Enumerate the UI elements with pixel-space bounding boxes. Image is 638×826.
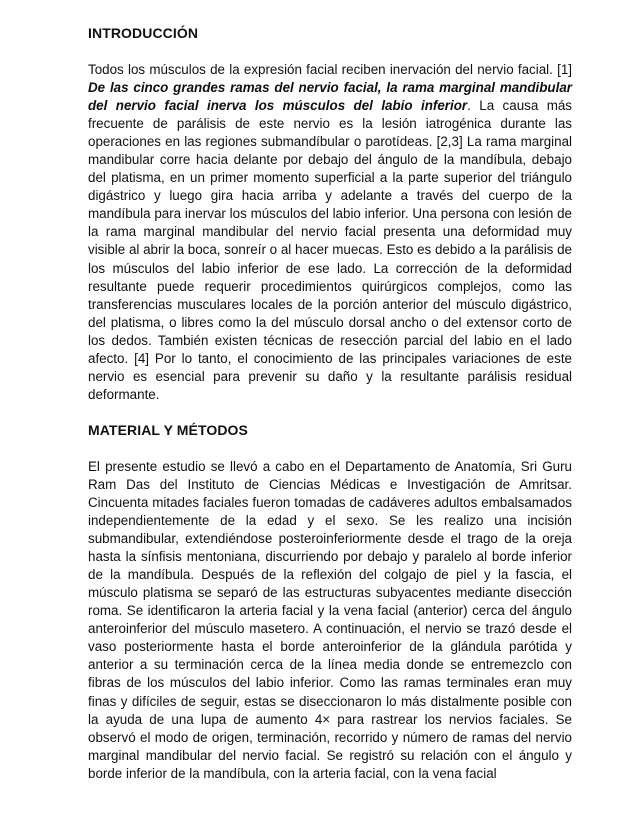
intro-paragraph — [88, 61, 572, 404]
methods-paragraph: El presente estudio se llevó a cabo en el Departamento de Anatomía, Sri Guru Ram Das del Instituto de Ciencias Médicas e Investigación de Amritsar. Cincuenta mitades faciales fueron tomadas de cadáveres adultos embalsamados independientemente de la edad y el sexo. Se les realizo una incisión submandibular, extendiéndose posteroinferiormente desde el trago de la oreja hasta la sínfisis mentoniana, discurriendo por debajo y paralelo al borde inferior de la mandíbula. Después de la reflexión del colgajo de piel y la fascia, el músculo platisma se separó de las estructuras subyacentes mediante disección roma. Se identificaron la arteria facial y la vena facial (anterior) cerca del ángulo anteroinferior del músculo masetero. A continuación, el nervio se trazó desde el vaso posteriormente hasta el borde anteroinferior de la glándula parótida y anterior a su terminación cerca de la línea media donde se entremezclo con fibras de los músculos del labio inferior. Como las ramas terminales eran muy finas y difíciles de seguir, estas se diseccionaron lo más distalmente posible con la ayuda de una lupa de aumento 4× para rastrear los nervios faciales. Se observó el modo de origen, terminación, recorrido y número de ramas del nervio marginal mandibular del nervio facial. Se registró su relación con el ángulo y borde inferior de la mandíbula, con la arteria facial, con la vena facial — [88, 458, 572, 781]
document-page — [88, 24, 572, 783]
methods-heading: MATERIAL Y MÉTODOS — [88, 421, 248, 438]
intro-text-before: Todos los músculos de la expresión facial reciben inervación del nervio facial. [1] — [88, 62, 572, 77]
intro-emphasis: De las cinco grandes ramas del nervio facial, la rama marginal mandibular del nervio facial inerva los músculos del labio inferior — [88, 80, 572, 114]
intro-heading: INTRODUCCIÓN — [88, 25, 199, 41]
intro-text-after: . La causa más frecuente de parálisis de este nervio es la lesión iatrogénica durante las operaciones en las regiones submandíbular o parotídeas. [2,3] La rama marginal mandibular corre hacia delante por debajo del ángulo de la mandíbula, debajo del platisma, en un primer momento superficial a la parte superior del triángulo digástrico y luego gira hacia arriba y adelante a través del cuerpo de la mandíbula para inervar los músculos del labio inferior. Una persona con lesión de la rama marginal mandibular del nervio facial presenta una deformidad muy visible al abrir la boca, sonreír o al hacer muecas. Esto es debido a la parálisis de los músculos del labio inferior de ese lado. La corrección de la deformidad resultante puede requerir procedimientos quirúrgicos complejos, como las transferencias musculares locales de la porción anterior del músculo digástrico, del platisma, o libres como la del músculo dorsal ancho o del extensor corto de los dedos. También existen técnicas de resección parcial del labio en el lado afecto. [4] Por lo tanto, el conocimiento de las principales variaciones de este nervio es esencial para prevenir su daño y la resultante parálisis residual deformante. — [88, 98, 572, 402]
